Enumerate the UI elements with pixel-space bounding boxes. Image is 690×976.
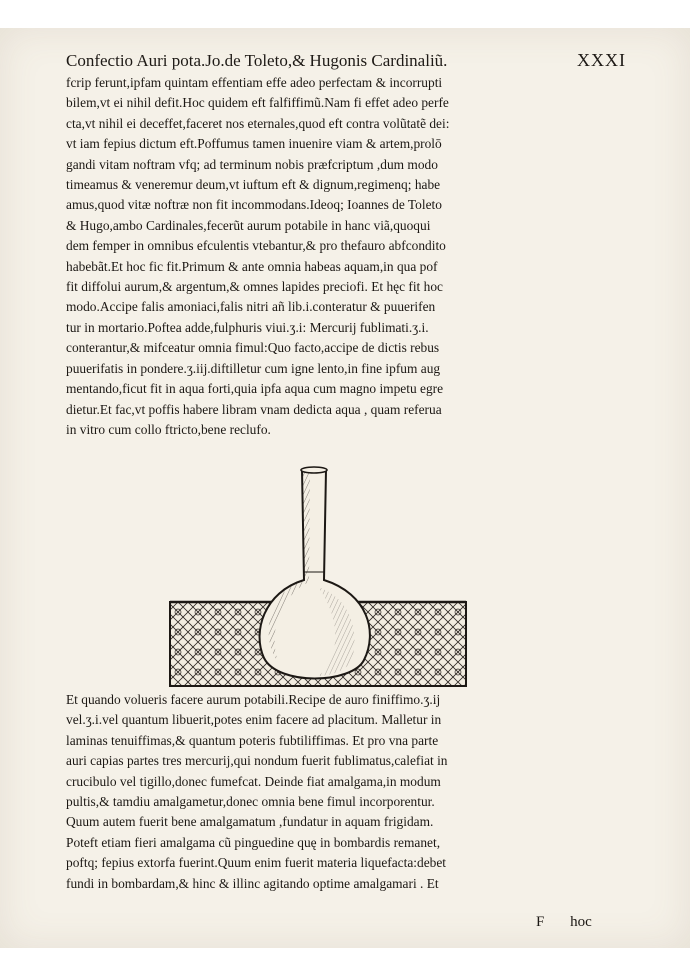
running-title: Confectio Auri pota.Jo.de Toleto,& Hugonis Cardinaliũ. <box>66 51 448 70</box>
text-line: in vitro cum collo ftricto,bene reclufo. <box>66 421 271 437</box>
text-line: conterantur,& mifceatur omnia fimul:Quo facto,accipe de dictis rebus <box>66 340 440 356</box>
text-line: modo.Accipe falis amoniaci,falis nitri añ lib.i.conteratur & puuerifen <box>66 299 436 315</box>
text-line: vt iam fepius dictum eft.Poffumus tamen inuenire viam & artem,prolō <box>66 136 442 152</box>
catchword: hoc <box>570 914 592 930</box>
paragraph-1 <box>66 73 626 440</box>
text-line: amus,quod vitæ noftræ non fit incommodans.Ideoq; Ioannes de Toleto <box>66 197 442 213</box>
text-line: dietur.Et fac,vt poffis habere libram vnam dedicta aqua , quam referua <box>66 401 442 417</box>
text-line: poftq; fepius extorfa fuerint.Quum enim fuerit materia liquefacta:debet <box>66 855 446 871</box>
running-header <box>66 50 626 71</box>
text-line: dem femper in omnibus efculentis vtebantur,& pro thefauro abfcondito <box>66 238 446 254</box>
flask-woodcut <box>168 462 468 692</box>
text-line: pultis,& tamdiu amalgametur,donec omnia bene fimul incorporentur. <box>66 794 435 810</box>
text-line: auri capias partes tres mercurij,qui nondum fuerit fublimatus,calefiat in <box>66 753 448 769</box>
text-line: laminas tenuiffimas,& quantum poteris fubtiliffimas. Et pro vna parte <box>66 732 439 748</box>
text-line: tur in mortario.Poftea adde,fulphuris viui.ʒ.i: Mercurij fublimati.ʒ.i. <box>66 319 429 335</box>
text-line: fit diffolui aurum,& argentum,& omnes lapides preciofi. Et hęc fit hoc <box>66 279 443 295</box>
text-line: cta,vt nihil ei deceffet,faceret nos eternales,quod eft contra volũtatẽ dei: <box>66 115 450 131</box>
text-line: fundi in bombardam,& hinc & illinc agitando optime amalgamari . Et <box>66 875 439 891</box>
text-line: fcrip ferunt,ipfam quintam effentiam effe adeo perfectam & incorrupti <box>66 75 443 90</box>
text-line: bilem,vt ei nihil defit.Hoc quidem eft falfiffimũ.Nam fi effet adeo perfe <box>66 95 449 111</box>
signature-letter: F <box>536 914 545 930</box>
text-line: puuerifatis in pondere.ʒ.iij.diftilletur cum igne lento,in fine ipfum aug <box>66 360 441 376</box>
text-line: crucibulo vel tigillo,donec fumefcat. Deinde fiat amalgama,in modum <box>66 773 441 789</box>
text-line: habebãt.Et hoc fic fit.Primum & ante omnia habeas aquam,in qua pof <box>66 258 438 274</box>
text-line: timeamus & veneremur deum,vt iuftum eft & dignum,regimenq; habe <box>66 177 441 193</box>
text-line: & Hugo,ambo Cardinales,fecerũt aurum potabile in hanc viã,quoqui <box>66 217 431 233</box>
paragraph-2 <box>66 690 626 894</box>
text-line: gandi vitam noftram vfq; ad terminum nobis præfcriptum ,dum modo <box>66 156 438 172</box>
signature-mark <box>536 914 592 931</box>
folio-number: XXXI <box>577 50 626 70</box>
text-line: vel.ʒ.i.vel quantum libuerit,potes enim facere ad placitum. Malletur in <box>66 712 442 728</box>
text-line: Poteft etiam fieri amalgama cũ pinguedine quę in bombardis remanet, <box>66 834 441 850</box>
text-line: Et quando volueris facere aurum potabili.Recipe de auro finiffimo.ʒ.ij <box>66 692 441 707</box>
text-line: Quum autem fuerit bene amalgamatum ,fundatur in aquam frigidam. <box>66 814 434 830</box>
text-line: mentando,ficut fit in aqua forti,quia ipfa aqua cum magno impetu egre <box>66 381 444 397</box>
flask-illustration <box>168 462 468 692</box>
